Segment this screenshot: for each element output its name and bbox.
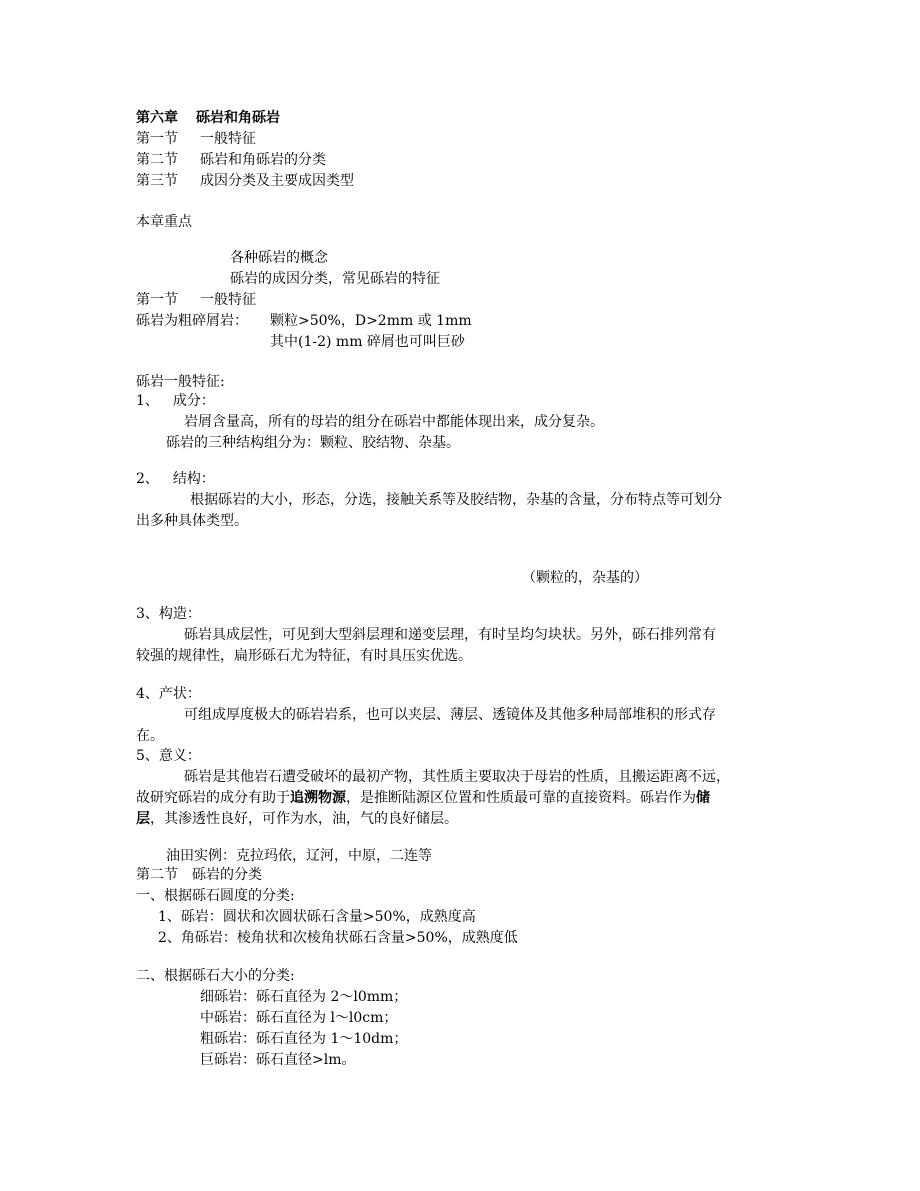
paragraph-line: 在。 xyxy=(136,728,164,744)
paragraph-line: 岩屑含量高，所有的母岩的组分在砾岩中都能体现出来，成分复杂。 xyxy=(184,414,604,430)
feature-number: 1、 xyxy=(136,393,159,409)
classification-heading: 二、根据砾石大小的分类: xyxy=(136,968,295,984)
text-run: ，是推断陆源区位置和性质最可靠的直接资料。砾岩作为 xyxy=(346,790,696,806)
toc-section-number: 第二节 xyxy=(136,152,178,168)
chapter-heading xyxy=(136,108,280,128)
definition-line: 颗粒>50%，D>2mm 或 1mm xyxy=(270,313,472,329)
structure-note: （颗粒的，杂基的） xyxy=(522,570,648,586)
feature-title xyxy=(136,469,215,489)
feature-title: 5、意义： xyxy=(136,748,201,764)
section-number: 第二节 xyxy=(136,867,178,883)
oilfield-examples: 油田实例：克拉玛依，辽河，中原，二连等 xyxy=(166,848,432,864)
chapter-title: 砾岩和角砾岩 xyxy=(196,110,280,126)
key-points-heading: 本章重点 xyxy=(136,214,192,230)
feature-number: 2、 xyxy=(136,471,159,487)
emphasis-text: 追溯物源 xyxy=(290,790,346,806)
classification-heading: 一、根据砾石圆度的分类: xyxy=(136,888,295,904)
features-heading: 砾岩一般特征: xyxy=(136,374,225,390)
toc-section-title: 成因分类及主要成因类型 xyxy=(200,173,354,189)
paragraph-line xyxy=(136,809,458,829)
text-run: ，其渗透性良好，可作为水，油，气的良好储层。 xyxy=(150,811,458,827)
feature-title: 3、构造： xyxy=(136,606,201,622)
definition-line: 其中(1-2) mm 碎屑也可叫巨砂 xyxy=(270,334,465,350)
section-title: 砾岩的分类 xyxy=(192,867,262,883)
text-run: 故研究砾岩的成分有助于 xyxy=(136,790,290,806)
feature-name: 成分： xyxy=(172,393,215,409)
emphasis-text: 储 xyxy=(696,790,710,806)
paragraph-line: 砾岩具成层性，可见到大型斜层理和递变层理，有时呈均匀块状。另外，砾石排列常有 xyxy=(184,627,716,643)
paragraph-line: 出多种具体类型。 xyxy=(136,513,248,529)
section-number: 第一节 xyxy=(136,292,178,308)
toc-item xyxy=(136,150,326,170)
section-heading xyxy=(136,290,256,310)
feature-name: 结构： xyxy=(172,471,215,487)
classification-item: 细砾岩：砾石直径为 2～l0mm； xyxy=(200,989,408,1005)
classification-item: 1、砾岩：圆状和次圆状砾石含量>50%，成熟度高 xyxy=(158,909,476,925)
toc-section-number: 第三节 xyxy=(136,173,178,189)
feature-title: 4、产状： xyxy=(136,686,201,702)
classification-item: 巨砾岩：砾石直径>lm。 xyxy=(200,1052,356,1068)
paragraph-line: 可组成厚度极大的砾岩岩系，也可以夹层、薄层、透镜体及其他多种局部堆积的形式存 xyxy=(184,707,716,723)
paragraph-line: 较强的规律性，扁形砾石尤为特征，有时具压实优选。 xyxy=(136,648,472,664)
classification-item: 2、角砾岩：棱角状和次棱角状砾石含量>50%，成熟度低 xyxy=(158,930,518,946)
paragraph-line: 根据砾岩的大小，形态，分选，接触关系等及胶结物，杂基的含量，分布特点等可划分 xyxy=(190,492,722,508)
toc-section-title: 一般特征 xyxy=(200,131,256,147)
key-point-item: 砾岩的成因分类，常见砾岩的特征 xyxy=(230,271,440,287)
section-title: 一般特征 xyxy=(200,292,256,308)
feature-title xyxy=(136,391,215,411)
classification-item: 中砾岩：砾石直径为 l～l0cm； xyxy=(200,1010,398,1026)
paragraph-line: 砾岩的三种结构组分为：颗粒、胶结物、杂基。 xyxy=(166,435,460,451)
toc-section-title: 砾岩和角砾岩的分类 xyxy=(200,152,326,168)
definition-label: 砾岩为粗碎屑岩： xyxy=(136,313,248,329)
toc-item xyxy=(136,129,256,149)
toc-section-number: 第一节 xyxy=(136,131,178,147)
chapter-number: 第六章 xyxy=(136,110,178,126)
classification-item: 粗砾岩：砾石直径为 1～10dm； xyxy=(200,1031,408,1047)
toc-item xyxy=(136,171,354,191)
paragraph-line: 砾岩是其他岩石遭受破坏的最初产物，其性质主要取决于母岩的性质，且搬运距离不远， xyxy=(184,769,730,785)
emphasis-text: 层 xyxy=(136,811,150,827)
paragraph-line xyxy=(136,788,710,808)
key-point-item: 各种砾岩的概念 xyxy=(230,250,328,266)
section-heading xyxy=(136,865,262,885)
